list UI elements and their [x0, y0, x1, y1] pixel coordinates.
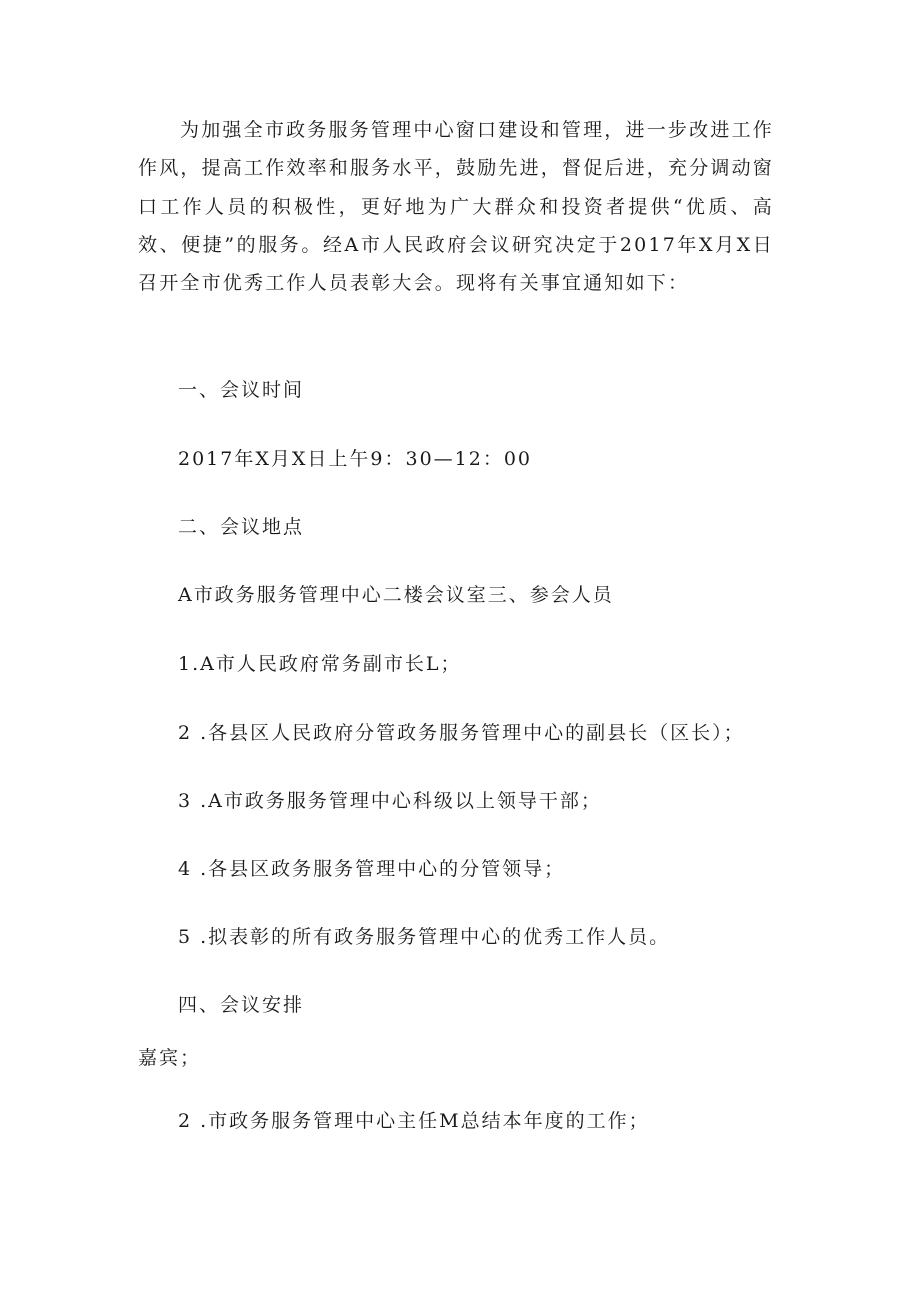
meeting-time: 2017年X月X日上午9：30—12：00 — [178, 448, 533, 470]
attendee-item-1: 1.A市人民政府常务副市长L； — [178, 653, 462, 675]
attendee-item-3: 3 .A市政务服务管理中心科级以上领导干部； — [178, 790, 602, 812]
section-heading-agenda: 四、会议安排 — [178, 994, 305, 1016]
section-heading-time: 一、会议时间 — [178, 379, 305, 401]
attendee-item-2: 2 .各县区人民政府分管政务服务管理中心的副县长（区长）； — [178, 722, 745, 744]
agenda-fragment: 嘉宾； — [138, 1047, 202, 1069]
meeting-place: A市政务服务管理中心二楼会议室三、参会人员 — [178, 584, 614, 606]
section-heading-place: 二、会议地点 — [178, 516, 305, 538]
attendee-item-4: 4 .各县区政务服务管理中心的分管领导； — [178, 858, 566, 880]
agenda-item-2: 2 .市政务服务管理中心主任M总结本年度的工作； — [178, 1110, 650, 1132]
attendee-item-5: 5 .拟表彰的所有政务服务管理中心的优秀工作人员。 — [178, 926, 671, 948]
intro-paragraph: 为加强全市政务服务管理中心窗口建设和管理，进一步改进工作作风，提高工作效率和服务水平，鼓励先进，督促后进，充分调动窗口工作人员的积极性，更好地为广大群众和投资者提供“优质、高效、便捷”的服务。经A市人民政府会议研究决定于2017年X月X日召开全市优秀工作人员表彰大会。现将有关事宜通知如下： — [138, 119, 775, 295]
